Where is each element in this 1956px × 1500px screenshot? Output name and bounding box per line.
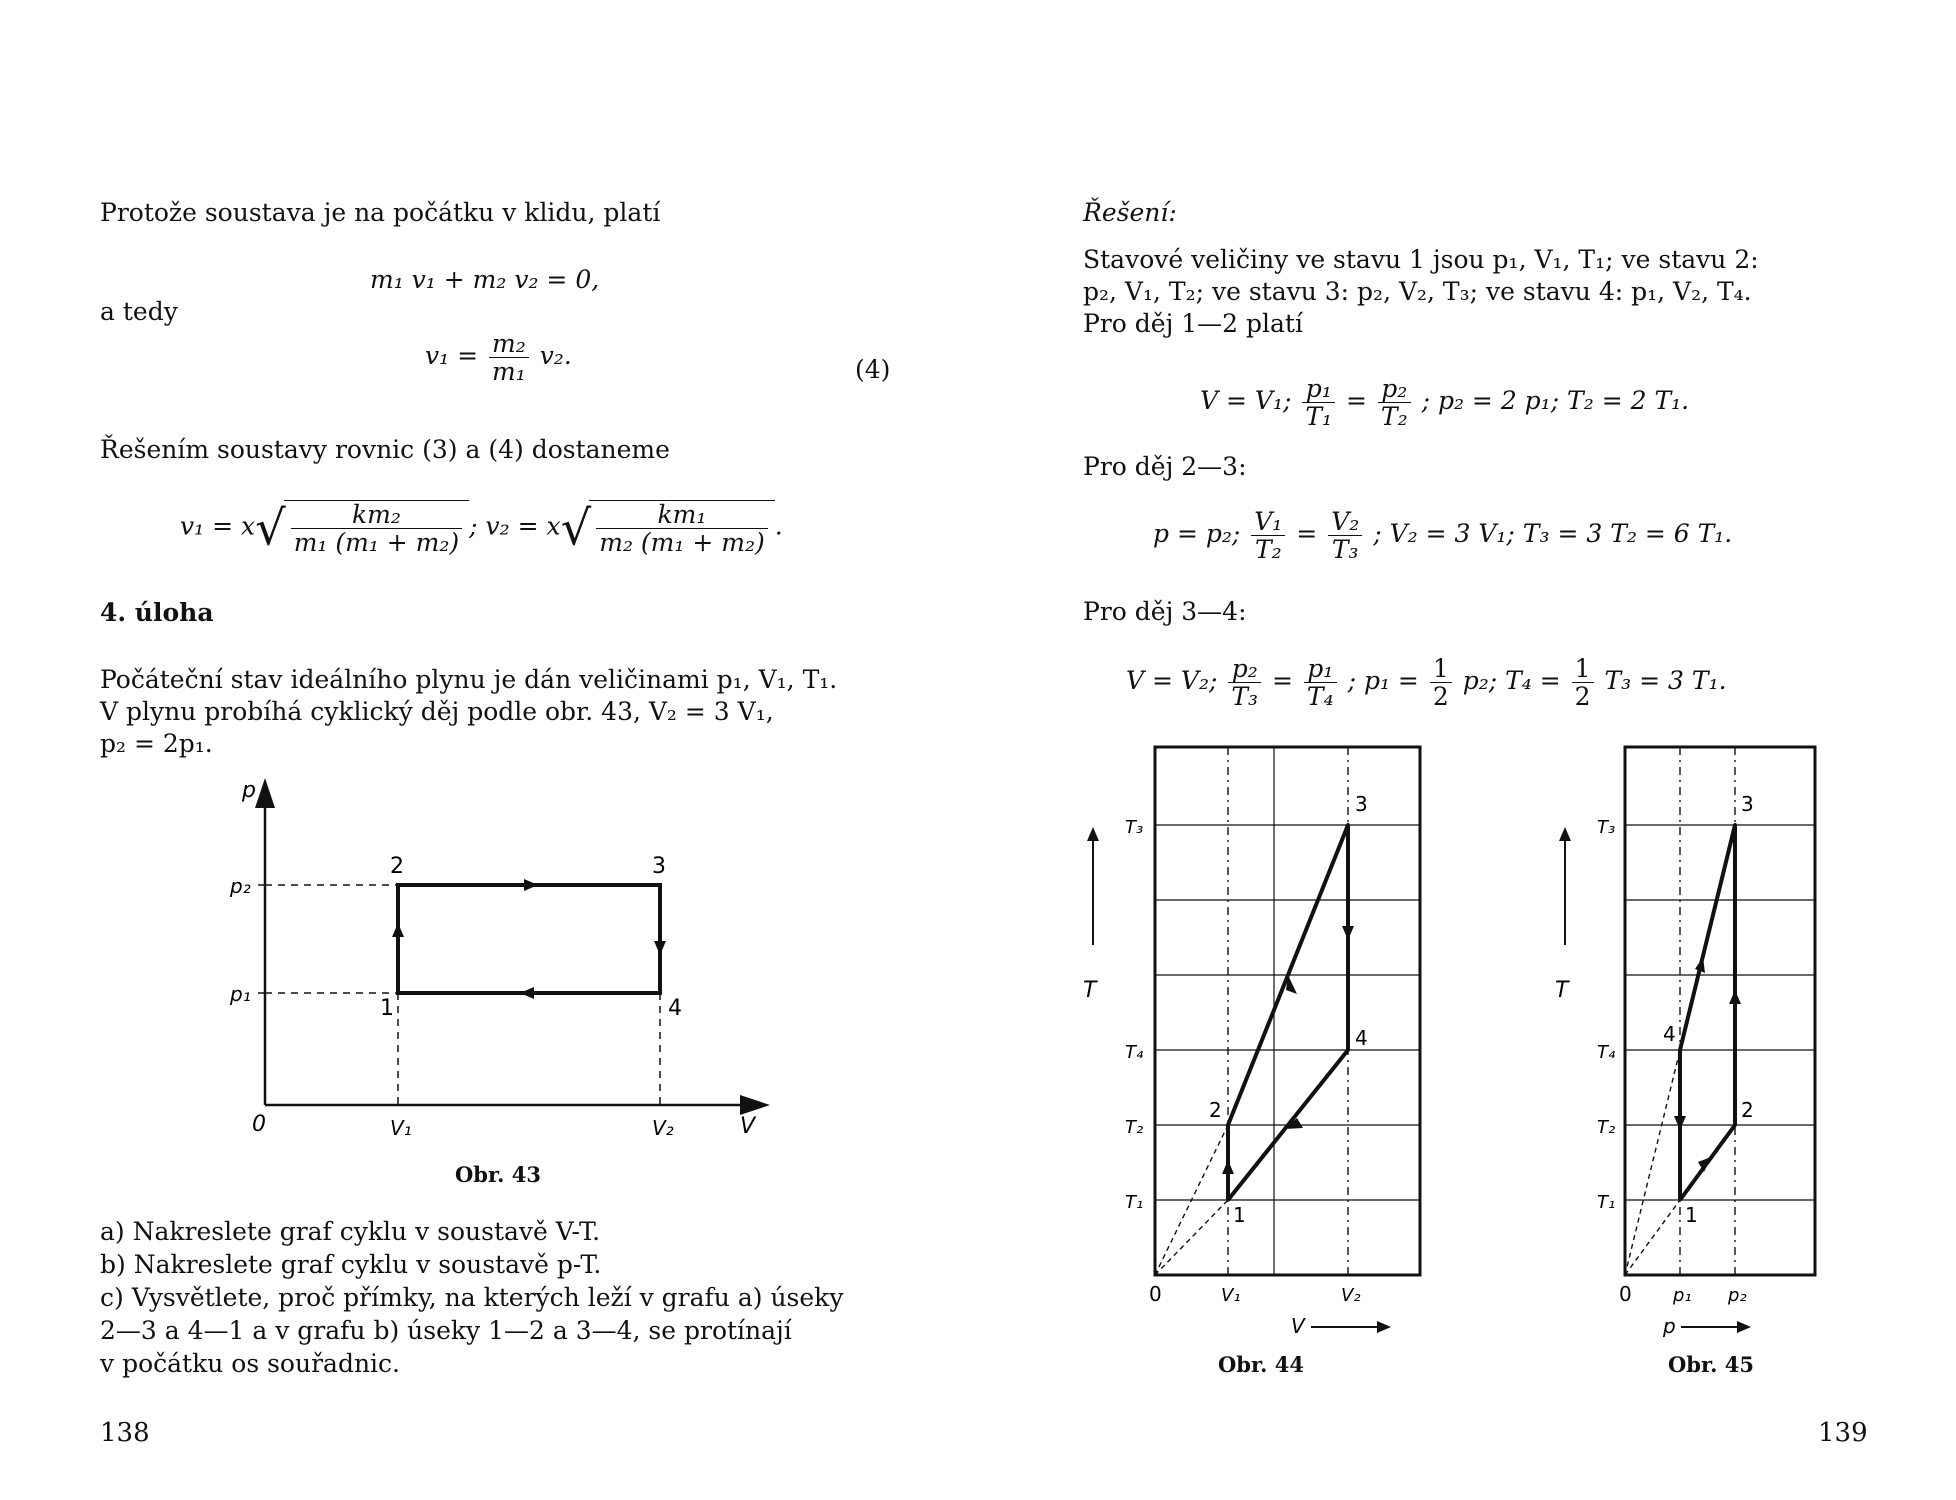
process-23-equation <box>1153 508 1732 563</box>
label-v1: V₁ <box>390 1116 412 1140</box>
solution-label: Řešení: <box>1083 198 1177 227</box>
eq34-n2: p₁ <box>1304 655 1337 683</box>
eq34-part-b: ; p₁ = <box>1347 666 1419 695</box>
fig44-t-axis-arrow <box>1087 827 1099 945</box>
velocity-solution-equation <box>180 500 783 556</box>
eq23-part-a: p = p₂; <box>1153 519 1241 548</box>
fig44-point-1: 1 <box>1233 1203 1246 1227</box>
task-line-3: p₂ = 2p₁. <box>100 729 213 758</box>
task-line-2: V plynu probíhá cyklický děj podle obr. 43, V₂ = 3 V₁, <box>100 697 774 726</box>
fig44-label-v2: V₂ <box>1341 1285 1361 1306</box>
question-b: b) Nakreslete graf cyklu v soustavě p-T. <box>100 1250 602 1279</box>
fig45-label-t3: T₃ <box>1597 817 1616 838</box>
fig45-arrows <box>1674 957 1741 1172</box>
fig44-label-t3: T₃ <box>1125 817 1144 838</box>
fig45-point-4: 4 <box>1663 1022 1676 1046</box>
eq23-equals: = <box>1296 519 1318 548</box>
eq3-v2-lhs: ; v₂ = x <box>469 511 561 541</box>
eq23-part-b: ; V₂ = 3 V₁; T₃ = 3 T₂ = 6 T₁. <box>1373 519 1733 548</box>
figure-45-caption: Obr. 45 <box>1668 1352 1754 1377</box>
point-2: 2 <box>390 854 404 879</box>
fig44-frame <box>1155 747 1420 1275</box>
sqrt-2: √ $\frac{\text{km₁}}{\text{m₂ (m₁ + m₂)}}$ <box>561 500 775 556</box>
eq23-n1: V₁ <box>1251 508 1285 536</box>
eq12-d1: T₁ <box>1305 402 1333 431</box>
process-12-label: Pro děj 1—2 platí <box>1083 309 1303 338</box>
fig44-point-2: 2 <box>1209 1098 1222 1122</box>
eq12-frac-2 <box>1378 375 1411 430</box>
figure-45-pt-diagram <box>1543 735 1853 1345</box>
eq3-a-numerator: km₂ <box>291 501 462 529</box>
eq12-n2: p₂ <box>1378 375 1411 403</box>
eq34-n3: 1 <box>1430 655 1452 683</box>
fig44-label-t4: T₄ <box>1125 1042 1144 1063</box>
eq34-part-d: T₃ = 3 T₁. <box>1604 666 1727 695</box>
eq34-d2: T₄ <box>1306 682 1334 711</box>
state-line-2: p₂, V₁, T₂; ve stavu 3: p₂, V₂, T₃; ve stavu 4: p₁, V₂, T₄. <box>1083 277 1752 306</box>
label-p1: p₁ <box>230 982 251 1006</box>
fig45-label-p1: p₁ <box>1673 1285 1692 1306</box>
eq34-d3: 2 <box>1432 682 1449 711</box>
fig45-origin-lines <box>1625 1050 1680 1275</box>
eq34-part-c: p₂; T₄ = <box>1462 666 1561 695</box>
eq23-n2: V₂ <box>1328 508 1362 536</box>
eq23-d1: T₂ <box>1254 535 1282 564</box>
fig45-t-axis-arrow <box>1559 827 1571 945</box>
eq3-end: . <box>774 511 783 541</box>
fig45-frame <box>1625 747 1815 1275</box>
eq12-d2: T₂ <box>1380 402 1408 431</box>
fig45-label-p2: p₂ <box>1728 1285 1747 1306</box>
eq3-b-denominator: m₂ (m₁ + m₂) <box>599 528 765 557</box>
fig44-dashdot-lines <box>1228 747 1348 1275</box>
figure-44-caption: Obr. 44 <box>1218 1352 1304 1377</box>
eq12-part-b: ; p₂ = 2 p₁; T₂ = 2 T₁. <box>1421 386 1690 415</box>
fig45-cycle-path <box>1680 825 1735 1200</box>
question-c-line-2: 2—3 a 4—1 a v grafu b) úseky 1—2 a 3—4, se protínají <box>100 1316 792 1345</box>
fig44-v-axis-arrow <box>1311 1321 1391 1333</box>
eq2-denominator: m₁ <box>492 357 526 386</box>
fig44-label-origin: 0 <box>1149 1282 1162 1306</box>
process-23-label: Pro děj 2—3: <box>1083 452 1247 481</box>
fig45-label-t2: T₂ <box>1597 1117 1616 1138</box>
fig44-label-v-axis: V <box>1291 1314 1305 1338</box>
label-p-axis: p <box>242 778 256 803</box>
task-line-1: Počáteční stav ideálního plynu je dán veličinami p₁, V₁, T₁. <box>100 665 838 694</box>
question-c-line-1: c) Vysvětlete, proč přímky, na kterých leží v grafu a) úseky <box>100 1283 844 1312</box>
eq12-part-a: V = V₁; <box>1200 386 1292 415</box>
question-c-line-3: v počátku os souřadnic. <box>100 1349 400 1378</box>
label-p2: p₂ <box>230 874 251 898</box>
solution-intro-line: Řešením soustavy rovnic (3) a (4) dostaneme <box>100 435 670 464</box>
fig45-point-1: 1 <box>1685 1203 1698 1227</box>
eq23-frac-1 <box>1251 508 1285 563</box>
eq3-v1-lhs: v₁ = x <box>180 511 256 541</box>
task-heading: 4. úloha <box>100 598 214 627</box>
question-a: a) Nakreslete graf cyklu v soustavě V-T. <box>100 1217 601 1246</box>
label-v2: V₂ <box>652 1116 674 1140</box>
fig45-point-3: 3 <box>1741 792 1754 816</box>
eq2-numerator: m₂ <box>489 330 529 358</box>
point-1: 1 <box>380 996 394 1021</box>
point-4: 4 <box>668 996 682 1021</box>
fig45-label-p-axis: p <box>1663 1314 1676 1338</box>
process-34-label: Pro děj 3—4: <box>1083 597 1247 626</box>
eq23-frac-2 <box>1328 508 1362 563</box>
fig44-cycle-path <box>1228 825 1348 1200</box>
eq2-rhs: v₂. <box>539 341 572 370</box>
fig45-label-t-axis: T <box>1555 978 1569 1003</box>
eq34-frac-2 <box>1304 655 1337 710</box>
page-number-left: 138 <box>100 1418 150 1448</box>
eq34-n4: 1 <box>1572 655 1594 683</box>
eq34-frac-1 <box>1228 655 1261 710</box>
fig45-label-origin: 0 <box>1619 1282 1632 1306</box>
fig45-p-axis-arrow <box>1681 1321 1751 1333</box>
a-tedy-text: a tedy <box>100 297 178 326</box>
eq34-n1: p₂ <box>1228 655 1261 683</box>
fig44-label-v1: V₁ <box>1221 1285 1241 1306</box>
cycle-path <box>398 885 660 993</box>
eq34-frac-3 <box>1430 655 1452 710</box>
process-34-equation <box>1126 655 1727 710</box>
page-number-right: 139 <box>1818 1418 1868 1448</box>
momentum-equation: m₁ v₁ + m₂ v₂ = 0, <box>370 265 600 294</box>
figure-44-vt-diagram <box>1063 735 1423 1345</box>
eq12-frac-1 <box>1302 375 1335 430</box>
point-3: 3 <box>652 854 666 879</box>
eq3-a-denominator: m₁ (m₁ + m₂) <box>293 528 460 557</box>
fig44-grid <box>1155 747 1420 1275</box>
figure-43-pv-diagram <box>220 775 780 1155</box>
eq34-frac-4 <box>1572 655 1594 710</box>
eq12-n1: p₁ <box>1302 375 1335 403</box>
eq2-fraction <box>489 330 529 385</box>
state-line-1: Stavové veličiny ve stavu 1 jsou p₁, V₁, T₁; ve stavu 2: <box>1083 245 1759 274</box>
sqrt-1: √ $\frac{\text{km₂}}{\text{m₁ (m₁ + m₂)}}$ <box>255 500 469 556</box>
eq34-d4: 2 <box>1574 682 1591 711</box>
eq34-equals: = <box>1272 666 1293 695</box>
equation-tag-4: (4) <box>855 355 891 384</box>
fig44-label-t-axis: T <box>1083 978 1097 1003</box>
eq34-part-a: V = V₂; <box>1126 666 1218 695</box>
fig45-label-t1: T₁ <box>1597 1192 1616 1213</box>
label-origin: 0 <box>252 1112 266 1137</box>
eq34-d1: T₃ <box>1231 682 1259 711</box>
eq23-d2: T₃ <box>1331 535 1359 564</box>
direction-arrows <box>392 879 666 999</box>
intro-line: Protože soustava je na počátku v klidu, platí <box>100 198 661 227</box>
label-v-axis: V <box>740 1114 756 1139</box>
fig44-point-3: 3 <box>1355 792 1368 816</box>
fig44-point-4: 4 <box>1355 1026 1368 1050</box>
fig45-point-2: 2 <box>1741 1098 1754 1122</box>
fig44-label-t2: T₂ <box>1125 1117 1144 1138</box>
eq3-b-numerator: km₁ <box>596 501 767 529</box>
figure-43-caption: Obr. 43 <box>455 1162 541 1187</box>
eq12-equals: = <box>1346 386 1367 415</box>
fig45-label-t4: T₄ <box>1597 1042 1616 1063</box>
velocity-ratio-equation <box>425 330 572 385</box>
eq2-lhs: v₁ = <box>425 341 479 370</box>
fig44-label-t1: T₁ <box>1125 1192 1144 1213</box>
process-12-equation <box>1200 375 1689 430</box>
right-page <box>978 0 1956 1500</box>
